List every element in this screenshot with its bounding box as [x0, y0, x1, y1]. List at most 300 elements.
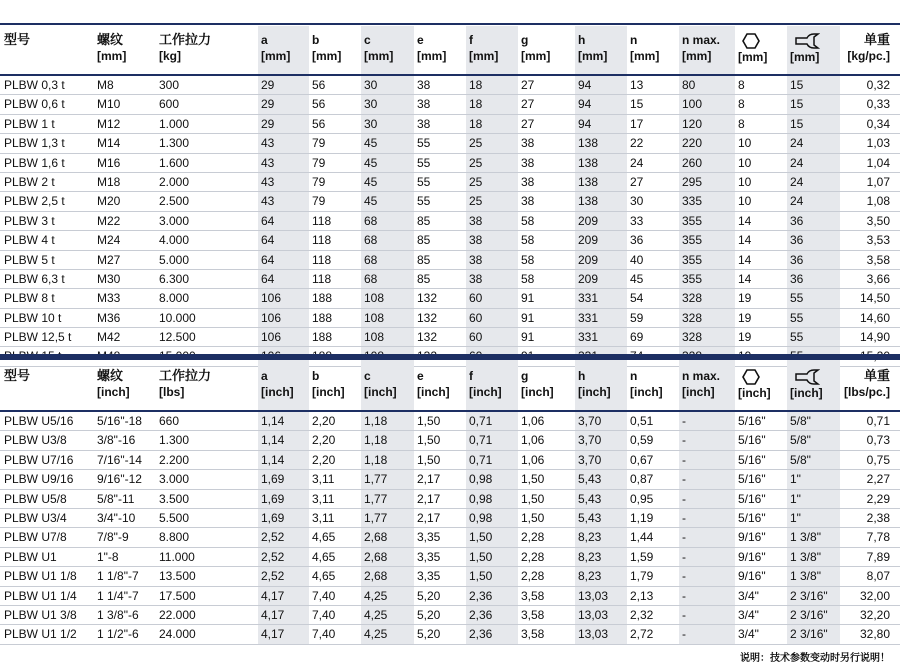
cell-dim-n-max: 328 [679, 328, 735, 346]
cell-dim-h: 331 [575, 328, 627, 346]
cell-dim-n: 1,19 [630, 510, 654, 525]
header-dim-n-max [679, 362, 735, 410]
footer-note: 说明：技术参数变动时另行说明！ [740, 653, 890, 664]
cell-working-load: 24.000 [159, 627, 196, 642]
cell-dim-h: 5,43 [575, 490, 627, 508]
cell-model: PLBW 2 t [4, 174, 55, 189]
cell-model: PLBW U9/16 [4, 472, 74, 487]
cell-dim-g: 91 [521, 291, 535, 306]
header-thread [94, 362, 156, 410]
cell-working-load: 5.000 [159, 252, 190, 267]
cell-dim-c: 108 [361, 309, 414, 327]
header-unit: [inch] [578, 385, 611, 399]
header-unit: [mm] [682, 49, 712, 63]
cell-dim-c: 4,25 [361, 587, 414, 605]
cell-model: PLBW 12,5 t [4, 330, 72, 345]
cell-dim-g: 1,06 [521, 452, 545, 467]
cell-dim-h: 13,03 [575, 587, 627, 605]
cell-dim-f: 18 [466, 115, 518, 133]
cell-dim-n-max: 295 [679, 173, 735, 191]
table-row [0, 154, 900, 173]
cell-working-load: 300 [159, 78, 180, 92]
cell-hex-size: 5/16" [738, 472, 766, 487]
cell-dim-a: 1,69 [258, 509, 309, 527]
cell-unit-weight: 8,07 [866, 569, 890, 584]
cell-dim-b: 7,40 [312, 607, 336, 622]
cell-dim-f: 0,98 [466, 470, 518, 488]
cell-dim-b: 56 [312, 116, 326, 131]
cell-thread: M14 [97, 136, 121, 151]
cell-hex-size: 19 [738, 330, 752, 345]
cell-model: PLBW U1 1/2 [4, 627, 77, 642]
cell-dim-f: 1,50 [466, 528, 518, 546]
cell-working-load: 12.500 [159, 330, 196, 345]
header-label: c [364, 369, 371, 383]
cell-thread: M33 [97, 291, 121, 306]
header-dim-g [518, 362, 575, 410]
header-label [787, 33, 840, 49]
header-label: f [469, 33, 473, 47]
cell-dim-f: 25 [466, 134, 518, 152]
cell-dim-e: 1,50 [417, 433, 441, 448]
cell-dim-g: 1,50 [521, 491, 545, 506]
cell-dim-e: 5,20 [417, 607, 441, 622]
cell-hex-size: 14 [738, 213, 752, 228]
table-row [0, 134, 900, 153]
cell-dim-n-max: 220 [679, 134, 735, 152]
cell-dim-a: 4,17 [258, 606, 309, 624]
cell-dim-n: 22 [630, 136, 644, 151]
table-row [0, 212, 900, 231]
cell-wrench-size: 2 3/16" [787, 625, 840, 643]
cell-hex-size: 8 [738, 97, 745, 112]
header-label: n max. [682, 369, 721, 383]
cell-thread: 3/4"-10 [97, 510, 136, 525]
cell-model: PLBW U5/16 [4, 414, 74, 428]
cell-dim-f: 38 [466, 212, 518, 230]
cell-hex-size: 5/16" [738, 414, 766, 428]
table-row [0, 95, 900, 114]
cell-dim-b: 118 [312, 252, 332, 267]
cell-hex-size: 9/16" [738, 569, 766, 584]
cell-hex-size: 8 [738, 78, 745, 92]
table-row [0, 251, 900, 270]
cell-dim-a: 43 [258, 173, 309, 191]
cell-unit-weight: 14,90 [859, 330, 890, 345]
cell-model: PLBW 0,6 t [4, 97, 65, 112]
cell-model: PLBW U1 1/8 [4, 569, 77, 584]
cell-unit-weight: 3,66 [866, 271, 890, 286]
cell-dim-n: 0,51 [630, 414, 654, 428]
cell-dim-h: 5,43 [575, 509, 627, 527]
cell-dim-h: 138 [575, 192, 627, 210]
cell-wrench-size: 36 [787, 212, 840, 230]
cell-wrench-size: 1 3/8" [787, 528, 840, 546]
cell-dim-h: 13,03 [575, 625, 627, 643]
header-unit: [mm] [261, 49, 291, 63]
cell-wrench-size: 55 [787, 328, 840, 346]
cell-model: PLBW 1,3 t [4, 136, 65, 151]
cell-dim-n-max: - [679, 451, 735, 469]
cell-dim-a: 29 [258, 115, 309, 133]
cell-dim-n: 45 [630, 271, 644, 286]
header-label: f [469, 369, 473, 383]
cell-dim-a: 106 [258, 309, 309, 327]
header-dim-a [258, 26, 309, 74]
cell-model: PLBW U3/4 [4, 510, 67, 525]
cell-dim-c: 68 [361, 212, 414, 230]
cell-dim-e: 85 [417, 252, 431, 267]
header-unit: [inch] [630, 385, 663, 399]
cell-dim-h: 94 [575, 95, 627, 113]
cell-working-load: 6.300 [159, 271, 190, 286]
header-label: b [312, 369, 320, 383]
header-unit: [mm] [97, 49, 127, 63]
cell-working-load: 1.300 [159, 433, 190, 448]
cell-dim-c: 1,18 [361, 412, 414, 430]
cell-dim-c: 45 [361, 192, 414, 210]
cell-dim-b: 188 [312, 310, 333, 325]
cell-thread: 1"-8 [97, 549, 119, 564]
cell-wrench-size: 1" [787, 490, 840, 508]
cell-unit-weight: 1,04 [866, 155, 890, 170]
header-label: 螺纹 [97, 32, 124, 47]
cell-dim-f: 25 [466, 192, 518, 210]
cell-model: PLBW 3 t [4, 213, 55, 228]
cell-dim-b: 118 [312, 271, 332, 286]
cell-dim-a: 64 [258, 270, 309, 288]
cell-dim-a: 43 [258, 192, 309, 210]
cell-dim-b: 4,65 [312, 569, 336, 584]
cell-dim-b: 2,20 [312, 452, 336, 467]
cell-dim-h: 3,70 [575, 431, 627, 449]
cell-dim-n-max: - [679, 431, 735, 449]
header-dim-h [575, 362, 627, 410]
cell-model: PLBW U1 3/8 [4, 607, 77, 622]
cell-dim-n: 15 [630, 97, 644, 112]
cell-dim-b: 56 [312, 97, 326, 112]
cell-dim-a: 43 [258, 134, 309, 152]
cell-dim-c: 1,18 [361, 451, 414, 469]
cell-model: PLBW U1 [4, 549, 57, 564]
cell-dim-f: 0,98 [466, 490, 518, 508]
header-unit: [inch] [521, 385, 554, 399]
cell-thread: M12 [97, 116, 121, 131]
cell-model: PLBW 0,3 t [4, 78, 65, 92]
cell-working-load: 8.800 [159, 530, 190, 545]
cell-dim-h: 138 [575, 154, 627, 172]
cell-dim-e: 55 [417, 155, 431, 170]
cell-dim-a: 106 [258, 289, 309, 307]
cell-dim-n-max: - [679, 587, 735, 605]
cell-dim-n-max: - [679, 567, 735, 585]
cell-dim-n-max: - [679, 625, 735, 643]
cell-dim-e: 132 [417, 310, 438, 325]
cell-dim-c: 30 [361, 115, 414, 133]
cell-unit-weight: 0,71 [866, 414, 890, 428]
header-dim-e [414, 26, 466, 74]
cell-dim-e: 55 [417, 136, 431, 151]
cell-dim-c: 1,77 [361, 490, 414, 508]
cell-hex-size: 8 [738, 116, 745, 131]
cell-unit-weight: 2,38 [866, 510, 890, 525]
cell-thread: M18 [97, 174, 121, 189]
cell-dim-f: 38 [466, 251, 518, 269]
table-row [0, 509, 900, 528]
cell-wrench-size: 5/8" [787, 431, 840, 449]
cell-dim-h: 209 [575, 251, 627, 269]
cell-model: PLBW 1,6 t [4, 155, 65, 170]
cell-unit-weight: 3,50 [866, 213, 890, 228]
cell-wrench-size: 24 [787, 192, 840, 210]
header-dim-f [466, 362, 518, 410]
cell-working-load: 17.500 [159, 588, 196, 603]
header-label: e [417, 369, 424, 383]
cell-model: PLBW 10 t [4, 310, 62, 325]
cell-dim-b: 4,65 [312, 530, 336, 545]
cell-unit-weight: 0,75 [866, 452, 890, 467]
cell-dim-e: 55 [417, 194, 431, 209]
cell-dim-e: 132 [417, 291, 438, 306]
cell-dim-n: 24 [630, 155, 644, 170]
cell-unit-weight: 7,78 [866, 530, 890, 545]
cell-unit-weight: 32,20 [859, 607, 890, 622]
cell-hex-size: 5/16" [738, 433, 766, 448]
cell-hex-size: 5/16" [738, 452, 766, 467]
header-model [0, 362, 94, 410]
cell-unit-weight: 0,34 [866, 116, 890, 131]
cell-dim-n: 2,13 [630, 588, 654, 603]
cell-dim-a: 1,14 [258, 431, 309, 449]
header-label: b [312, 33, 320, 47]
cell-dim-f: 0,71 [466, 412, 518, 430]
cell-dim-c: 45 [361, 154, 414, 172]
cell-dim-e: 2,17 [417, 510, 441, 525]
cell-dim-e: 2,17 [417, 472, 441, 487]
header-label: a [261, 33, 268, 47]
header-dim-n [627, 26, 679, 74]
header-label: 螺纹 [97, 368, 124, 383]
cell-model: PLBW 6,3 t [4, 271, 65, 286]
cell-wrench-size: 5/8" [787, 451, 840, 469]
cell-dim-b: 79 [312, 174, 326, 189]
header-unit: [mm] [578, 49, 608, 63]
cell-wrench-size: 15 [787, 115, 840, 133]
header-unit: [kg/pc.] [847, 49, 890, 63]
table-row [0, 289, 900, 308]
cell-dim-h: 209 [575, 231, 627, 249]
cell-dim-e: 55 [417, 174, 431, 189]
cell-working-load: 2.000 [159, 174, 190, 189]
cell-dim-f: 0,71 [466, 451, 518, 469]
cell-unit-weight: 32,00 [859, 588, 890, 603]
cell-hex-size: 5/16" [738, 491, 766, 506]
header-thread [94, 26, 156, 74]
header-unit: [mm] [521, 49, 551, 63]
cell-model: PLBW 1 t [4, 116, 55, 131]
cell-dim-n-max: 335 [679, 192, 735, 210]
header-label: h [578, 33, 586, 47]
cell-dim-c: 45 [361, 134, 414, 152]
cell-dim-h: 3,70 [575, 412, 627, 430]
cell-thread: M36 [97, 310, 121, 325]
table-row [0, 328, 900, 347]
cell-wrench-size: 36 [787, 231, 840, 249]
cell-hex-size: 14 [738, 271, 752, 286]
cell-unit-weight: 0,32 [866, 78, 890, 92]
header-unit: [lbs] [159, 385, 185, 399]
cell-dim-f: 18 [466, 95, 518, 113]
header-unit: [mm] [364, 49, 394, 63]
cell-dim-a: 29 [258, 95, 309, 113]
cell-dim-g: 38 [521, 174, 535, 189]
cell-dim-b: 79 [312, 194, 326, 209]
cell-dim-c: 2,68 [361, 548, 414, 566]
cell-dim-f: 60 [466, 289, 518, 307]
cell-dim-c: 4,25 [361, 606, 414, 624]
cell-working-load: 10.000 [159, 310, 196, 325]
cell-working-load: 1.600 [159, 155, 190, 170]
cell-dim-n-max: 355 [679, 212, 735, 230]
cell-dim-n: 59 [630, 310, 644, 325]
cell-dim-b: 188 [312, 330, 333, 345]
cell-dim-n: 36 [630, 233, 644, 248]
table-row [0, 606, 900, 625]
cell-dim-f: 2,36 [466, 587, 518, 605]
header-model [0, 26, 94, 74]
cell-dim-b: 3,11 [312, 472, 335, 487]
cell-dim-f: 2,36 [466, 625, 518, 643]
header-dim-b [309, 362, 361, 410]
cell-working-load: 2.200 [159, 452, 190, 467]
cell-dim-a: 64 [258, 231, 309, 249]
cell-dim-b: 118 [312, 233, 332, 248]
cell-thread: 1 1/8"-7 [97, 569, 139, 584]
cell-dim-c: 68 [361, 251, 414, 269]
metric-table [0, 26, 900, 367]
cell-dim-h: 138 [575, 134, 627, 152]
cell-dim-c: 108 [361, 328, 414, 346]
header-dim-h [575, 26, 627, 74]
header-label [787, 369, 840, 385]
cell-dim-e: 1,50 [417, 452, 441, 467]
cell-dim-h: 94 [575, 115, 627, 133]
cell-dim-e: 132 [417, 330, 438, 345]
cell-model: PLBW U7/16 [4, 452, 74, 467]
cell-working-load: 22.000 [159, 607, 196, 622]
header-unit: [inch] [97, 385, 130, 399]
header-dim-c [361, 362, 414, 410]
header-unit: [mm] [312, 49, 342, 63]
header-unit-weight [840, 26, 900, 74]
cell-dim-e: 5,20 [417, 627, 441, 642]
cell-dim-n-max: - [679, 548, 735, 566]
cell-dim-b: 56 [312, 78, 326, 92]
header-dim-c [361, 26, 414, 74]
cell-dim-n: 54 [630, 291, 644, 306]
cell-dim-h: 5,43 [575, 470, 627, 488]
header-unit: [inch] [261, 385, 294, 399]
table-header [0, 26, 900, 74]
cell-dim-b: 4,65 [312, 549, 336, 564]
hex-nut-icon [742, 33, 760, 49]
cell-dim-n: 0,67 [630, 452, 654, 467]
cell-dim-g: 58 [521, 213, 535, 228]
cell-dim-n: 0,87 [630, 472, 654, 487]
table-row [0, 490, 900, 509]
cell-dim-h: 209 [575, 212, 627, 230]
cell-dim-g: 91 [521, 330, 535, 345]
cell-dim-b: 3,11 [312, 510, 335, 525]
cell-wrench-size: 1 3/8" [787, 548, 840, 566]
cell-hex-size: 19 [738, 310, 752, 325]
table-row [0, 76, 900, 95]
cell-hex-size: 5/16" [738, 510, 766, 525]
header-dim-g [518, 26, 575, 74]
header-unit: [inch] [682, 385, 715, 399]
cell-dim-g: 1,06 [521, 433, 545, 448]
cell-wrench-size: 1 3/8" [787, 567, 840, 585]
cell-dim-c: 68 [361, 231, 414, 249]
cell-dim-n-max: 328 [679, 309, 735, 327]
cell-thread: M20 [97, 194, 121, 209]
table-row [0, 567, 900, 586]
cell-dim-g: 1,06 [521, 414, 545, 428]
cell-dim-e: 38 [417, 97, 431, 112]
cell-dim-f: 0,98 [466, 509, 518, 527]
cell-hex-size: 9/16" [738, 549, 766, 564]
cell-dim-e: 85 [417, 271, 431, 286]
cell-dim-n-max: 260 [679, 154, 735, 172]
cell-dim-b: 7,40 [312, 588, 336, 603]
header-wrench-size [787, 26, 840, 74]
cell-working-load: 8.000 [159, 291, 190, 306]
cell-dim-n-max: - [679, 528, 735, 546]
cell-dim-h: 8,23 [575, 548, 627, 566]
cell-unit-weight: 2,29 [866, 491, 890, 506]
imperial-table [0, 362, 900, 645]
cell-thread: 9/16"-12 [97, 472, 142, 487]
cell-thread: M8 [97, 78, 114, 92]
header-label: c [364, 33, 371, 47]
cell-dim-f: 18 [466, 76, 518, 94]
cell-dim-c: 1,18 [361, 431, 414, 449]
table-row [0, 173, 900, 192]
cell-dim-f: 1,50 [466, 548, 518, 566]
cell-dim-a: 64 [258, 212, 309, 230]
table-row [0, 270, 900, 289]
cell-dim-a: 43 [258, 154, 309, 172]
cell-hex-size: 19 [738, 291, 752, 306]
cell-dim-h: 138 [575, 173, 627, 191]
cell-thread: M27 [97, 252, 121, 267]
cell-dim-g: 91 [521, 310, 535, 325]
cell-dim-g: 2,28 [521, 569, 545, 584]
cell-working-load: 600 [159, 97, 180, 112]
table-row [0, 587, 900, 606]
cell-dim-n-max: 100 [679, 95, 735, 113]
header-unit: [inch] [417, 385, 450, 399]
table-row [0, 470, 900, 489]
header-label: 工作拉力 [159, 32, 212, 47]
cell-wrench-size: 24 [787, 134, 840, 152]
header-unit: [mm] [790, 50, 820, 64]
header-dim-b [309, 26, 361, 74]
header-working-load [156, 26, 258, 74]
header-dim-n-max [679, 26, 735, 74]
table-row [0, 231, 900, 250]
cell-dim-b: 2,20 [312, 414, 336, 428]
